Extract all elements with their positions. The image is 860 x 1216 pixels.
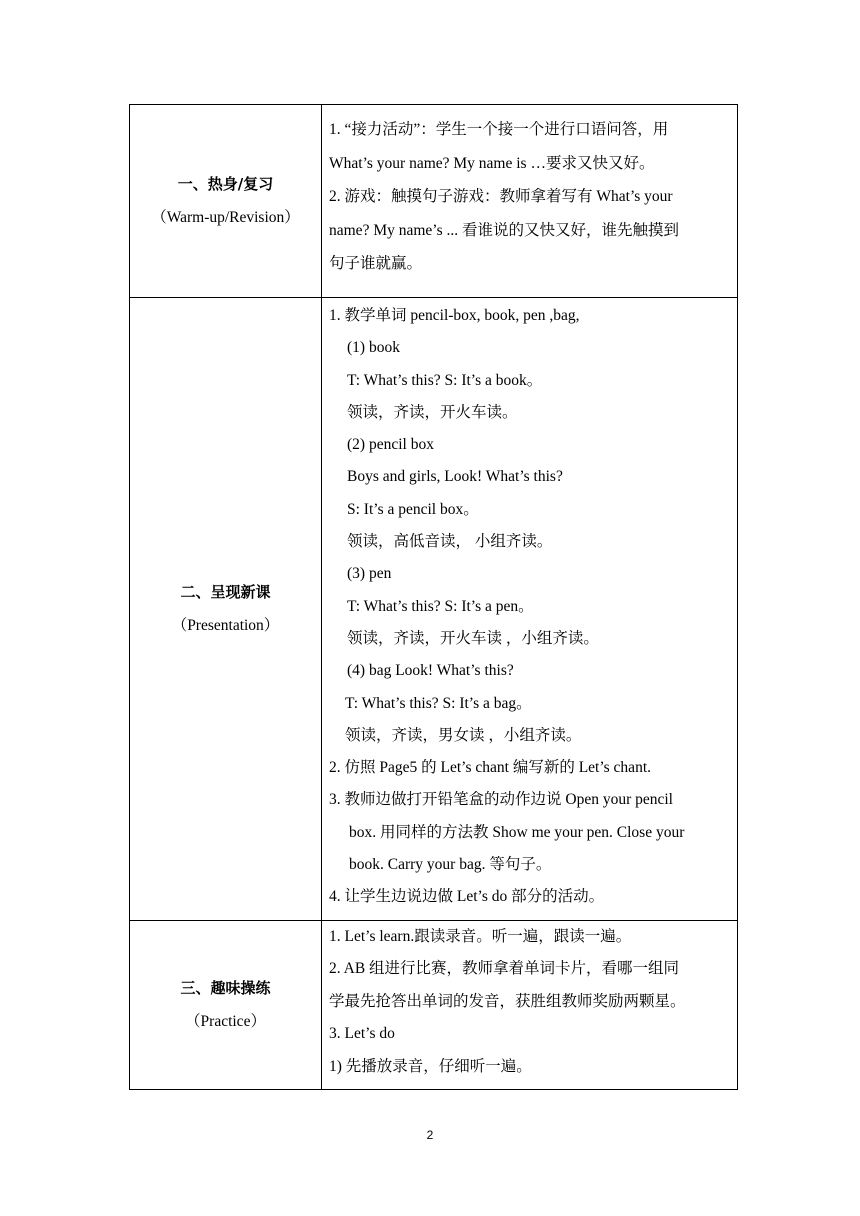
content-line: 学最先抢答出单词的发音，获胜组教师奖励两颗星。 [329,992,686,1010]
content-line: book. Carry your bag. 等句子。 [349,856,552,874]
content-line: 领读，齐读，男女读 ，小组齐读。 [345,726,582,744]
content-line: (3) pen [347,565,392,583]
content-line: Boys and girls, Look! What’s this? [347,468,563,486]
stage-title-cn: 一、热身/复习 [177,175,274,193]
content-cell-practice [322,920,738,1090]
content-line: (1) book [347,339,400,357]
content-line: T: What’s this? S: It’s a book。 [347,371,543,389]
content-line: 1. “接力活动”：学生一个接一个进行口语问答，用 [329,121,669,138]
content-line: 1. 教学单词 pencil-box, book, pen ,bag, [329,307,580,324]
table-row-warmup [130,105,738,298]
content-line: 领读，高低音读， 小组齐读。 [347,533,553,551]
stage-title-en: （Practice） [185,1012,266,1030]
content-line: name? My name’s ... 看谁说的又快又好，谁先触摸到 [329,221,680,239]
stage-cell-warmup [130,105,322,298]
content-cell-presentation [322,298,738,921]
page-number: 2 [426,1128,434,1142]
content-line: 句子谁就赢。 [329,255,423,272]
table-row-presentation [130,298,738,921]
content-line: T: What’s this? S: It’s a bag。 [345,694,532,712]
lesson-plan-table [129,104,738,1090]
content-line: 1. Let’s learn.跟读录音。听一遍，跟读一遍。 [329,927,632,945]
stage-cell-practice [130,920,322,1090]
content-line: 1) 先播放录音，仔细听一遍。 [329,1057,532,1075]
stage-title-en: （Presentation） [171,616,280,634]
content-line: 2. 游戏：触摸句子游戏：教师拿着写有 What’s your [329,188,673,205]
content-line: 3. 教师边做打开铅笔盒的动作边说 Open your pencil [329,791,673,809]
content-line: (2) pencil box [347,436,434,454]
stage-title-cn: 二、呈现新课 [180,582,271,601]
content-line: 2. 仿照 Page5 的 Let’s chant 编写新的 Let’s chant. [329,759,651,777]
content-line: 3. Let’s do [329,1025,395,1043]
content-line: 领读，齐读，开火车读 ，小组齐读。 [347,629,599,647]
content-line: (4) bag Look! What’s this? [347,662,514,680]
stage-title-cn: 三、趣味操练 [180,978,271,997]
stage-title-en: （Warm-up/Revision） [151,209,300,226]
content-line: T: What’s this? S: It’s a pen。 [347,597,534,615]
stage-cell-presentation [130,298,322,921]
table-row-practice [130,920,738,1090]
content-line: 4. 让学生边说边做 Let’s do 部分的活动。 [329,888,605,906]
content-line: What’s your name? My name is …要求又快又好。 [329,154,655,172]
content-cell-warmup [322,105,738,298]
content-line: box. 用同样的方法教 Show me your pen. Close your [349,823,685,841]
content-line: 领读，齐读，开火车读。 [347,403,518,421]
content-line: 2. AB 组进行比赛，教师拿着单词卡片，看哪一组同 [329,960,680,978]
content-line: S: It’s a pencil box。 [347,500,479,518]
